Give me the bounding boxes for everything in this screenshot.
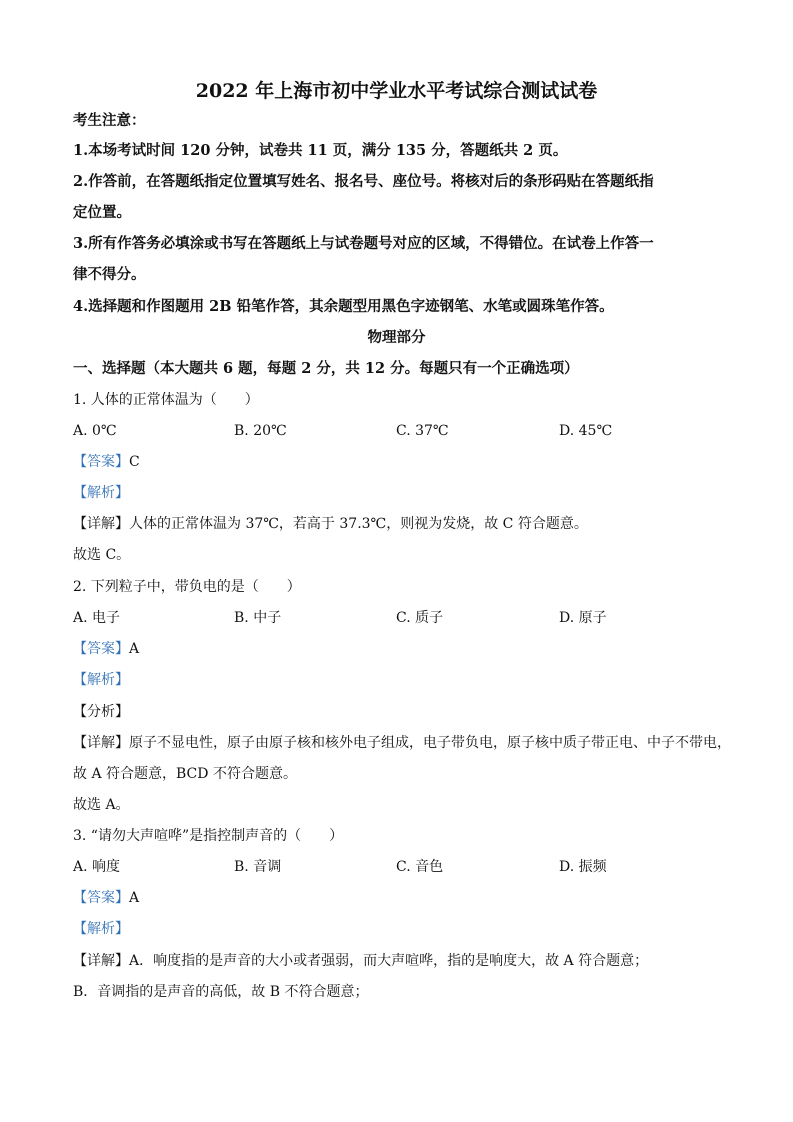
detail-text: A．响度指的是声音的大小或者强弱，而大声喧哗，指的是响度大，故 A 符合题意； bbox=[129, 953, 649, 969]
detail-line bbox=[73, 952, 648, 970]
answer-value: A bbox=[129, 641, 140, 657]
detail-text: 故 A 符合题意，BCD 不符合题意。 bbox=[73, 766, 297, 782]
detail-text: B．音调指的是声音的高低，故 B 不符合题意； bbox=[73, 984, 369, 1000]
answer-value: A bbox=[129, 890, 140, 906]
option-c: C. 质子 bbox=[396, 610, 444, 626]
notice-item: 4.选择题和作图题用 2B 铅笔作答，其余题型用黑色字迹钢笔、水笔或圆珠笔作答。 bbox=[73, 298, 614, 315]
detail-line bbox=[73, 515, 588, 533]
analysis-label: 【解析】 bbox=[73, 672, 129, 688]
option-a: A. 0℃ bbox=[73, 423, 117, 439]
part-title: 一、选择题（本大题共 6 题，每题 2 分，共 12 分。每题只有一个正确选项） bbox=[73, 360, 579, 377]
detail-label: 【详解】 bbox=[73, 516, 129, 532]
option-c: C. 37℃ bbox=[396, 423, 449, 439]
page-title: 2022 年上海市初中学业水平考试综合测试试卷 bbox=[195, 80, 598, 102]
notice-item: 律不得分。 bbox=[73, 266, 146, 283]
question-stem: 3. “请勿大声喧哗”是指控制声音的（ ） bbox=[73, 828, 344, 844]
conclusion: 故选 A。 bbox=[73, 797, 130, 813]
detail-line bbox=[73, 734, 731, 752]
question-stem: 1. 人体的正常体温为（ ） bbox=[73, 392, 259, 408]
option-d: D. 原子 bbox=[559, 610, 607, 626]
option-b: B. 中子 bbox=[234, 610, 282, 626]
section-title: 物理部分 bbox=[367, 329, 426, 346]
option-b: B. 音调 bbox=[234, 859, 282, 875]
detail-text: 原子不显电性，原子由原子核和核外电子组成，电子带负电，原子核中质子带正电、中子不带电， bbox=[129, 735, 731, 751]
option-c: C. 音色 bbox=[396, 859, 444, 875]
detail-label: 【详解】 bbox=[73, 953, 129, 969]
notice-item: 2.作答前，在答题纸指定位置填写姓名、报名号、座位号。将核对后的条形码贴在答题纸指 bbox=[73, 173, 654, 190]
notice-item: 3.所有作答务必填涂或书写在答题纸上与试卷题号对应的区域，不得错位。在试卷上作答一 bbox=[73, 235, 654, 252]
fenxi-label: 【分析】 bbox=[73, 704, 129, 720]
detail-label: 【详解】 bbox=[73, 735, 129, 751]
notice-item: 1.本场考试时间 120 分钟，试卷共 11 页，满分 135 分，答题纸共 2 页。 bbox=[73, 142, 568, 159]
analysis-label: 【解析】 bbox=[73, 485, 129, 501]
conclusion: 故选 C。 bbox=[73, 547, 131, 563]
option-b: B. 20℃ bbox=[234, 423, 287, 439]
option-a: A. 电子 bbox=[73, 610, 121, 626]
answer-label: 【答案】 bbox=[73, 454, 129, 470]
answer-line bbox=[73, 889, 139, 907]
answer-label: 【答案】 bbox=[73, 890, 129, 906]
option-d: D. 振频 bbox=[559, 859, 607, 875]
notice-item: 定位置。 bbox=[73, 204, 131, 221]
question-stem: 2. 下列粒子中，带负电的是（ ） bbox=[73, 579, 301, 595]
answer-line bbox=[73, 640, 139, 658]
option-a: A. 响度 bbox=[73, 859, 121, 875]
option-d: D. 45℃ bbox=[559, 423, 613, 439]
detail-text: 人体的正常体温为 37℃，若高于 37.3℃，则视为发烧，故 C 符合题意。 bbox=[129, 516, 588, 532]
analysis-label: 【解析】 bbox=[73, 921, 129, 937]
answer-label: 【答案】 bbox=[73, 641, 129, 657]
answer-value: C bbox=[129, 454, 140, 470]
answer-line bbox=[73, 453, 140, 471]
notice-heading: 考生注意： bbox=[73, 112, 146, 129]
